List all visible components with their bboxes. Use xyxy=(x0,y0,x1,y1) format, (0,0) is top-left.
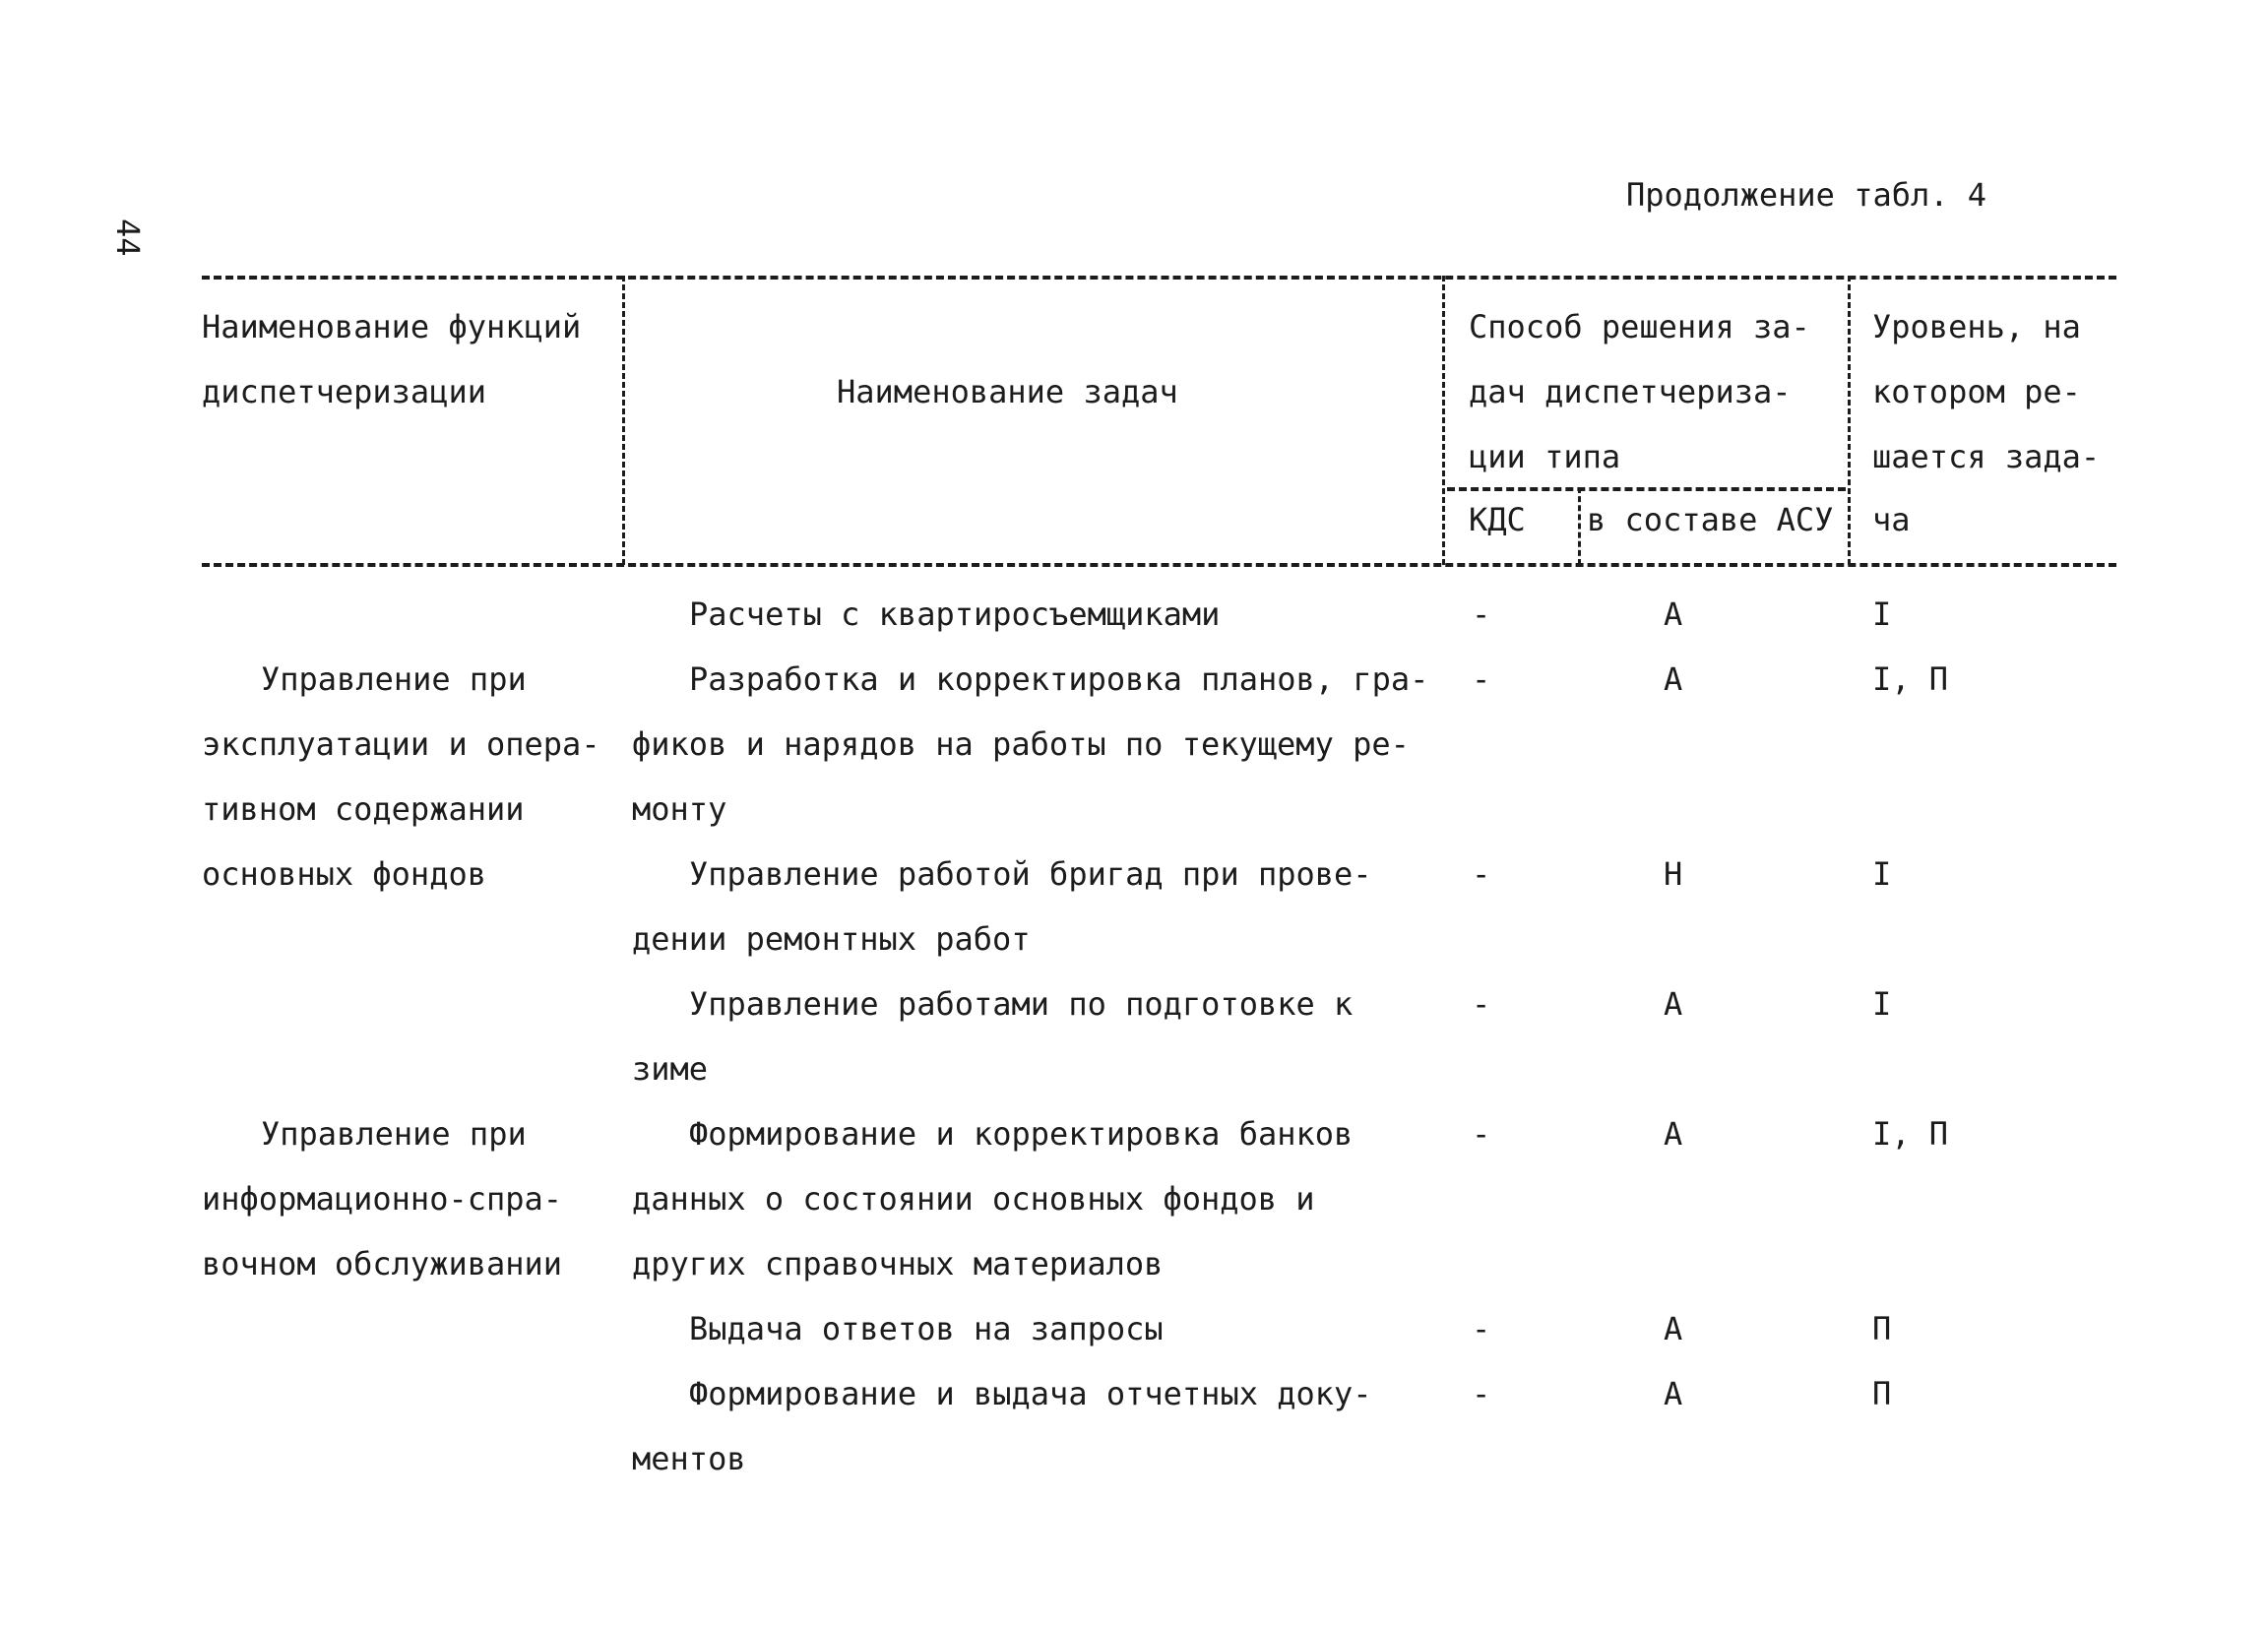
table-caption: Продолжение табл. 4 xyxy=(1626,176,1987,214)
header-tasks: Наименование задач xyxy=(837,373,1178,410)
level-value: П xyxy=(1872,1310,1892,1347)
asu-value: А xyxy=(1664,595,1683,633)
kds-value: - xyxy=(1472,660,1491,698)
kds-value: - xyxy=(1472,1375,1491,1412)
header-kds: КДС xyxy=(1469,501,1526,538)
asu-value: А xyxy=(1664,1375,1683,1412)
level-value: I xyxy=(1872,595,1892,633)
kds-value: - xyxy=(1472,1310,1491,1347)
header-asu: в составе АСУ xyxy=(1587,501,1834,538)
table-top-rule xyxy=(202,276,2116,280)
asu-value: А xyxy=(1664,1115,1683,1153)
asu-value: А xyxy=(1664,985,1683,1023)
task-text: других справочных материалов xyxy=(632,1245,1164,1283)
task-text: Управление работой бригад при прове- xyxy=(689,855,1372,893)
task-text: данных о состоянии основных фондов и xyxy=(632,1180,1315,1218)
task-text: монту xyxy=(632,790,727,828)
header-bottom-rule xyxy=(202,563,2116,567)
task-text: Разработка и корректировка планов, гра- xyxy=(689,660,1429,698)
method-subheader-rule xyxy=(1447,487,1846,491)
kds-value: - xyxy=(1472,985,1491,1023)
level-value: I, П xyxy=(1872,1115,1949,1153)
task-text: фиков и нарядов на работы по текущему ре- xyxy=(632,725,1410,763)
page-number: 44 xyxy=(109,219,147,257)
task-text: Формирование и выдача отчетных доку- xyxy=(689,1375,1372,1412)
task-text: ментов xyxy=(632,1440,746,1477)
kds-value: - xyxy=(1472,1115,1491,1153)
asu-value: А xyxy=(1664,1310,1683,1347)
task-text: Управление работами по подготовке к xyxy=(689,985,1354,1023)
task-text: Формирование и корректировка банков xyxy=(689,1115,1354,1153)
col-divider-1 xyxy=(622,276,625,565)
kds-value: - xyxy=(1472,855,1491,893)
task-text: дении ремонтных работ xyxy=(632,920,1031,958)
col-divider-sub xyxy=(1578,487,1581,565)
col-divider-2 xyxy=(1442,276,1445,565)
asu-value: А xyxy=(1664,660,1683,698)
asu-value: Н xyxy=(1664,855,1683,893)
col-divider-3 xyxy=(1848,276,1851,565)
level-value: П xyxy=(1872,1375,1892,1412)
task-text: зиме xyxy=(632,1050,709,1088)
level-value: I xyxy=(1872,985,1892,1023)
kds-value: - xyxy=(1472,595,1491,633)
level-value: I xyxy=(1872,855,1892,893)
level-value: I, П xyxy=(1872,660,1949,698)
task-text: Расчеты с квартиросъемщиками xyxy=(689,595,1221,633)
task-text: Выдача ответов на запросы xyxy=(689,1310,1164,1347)
